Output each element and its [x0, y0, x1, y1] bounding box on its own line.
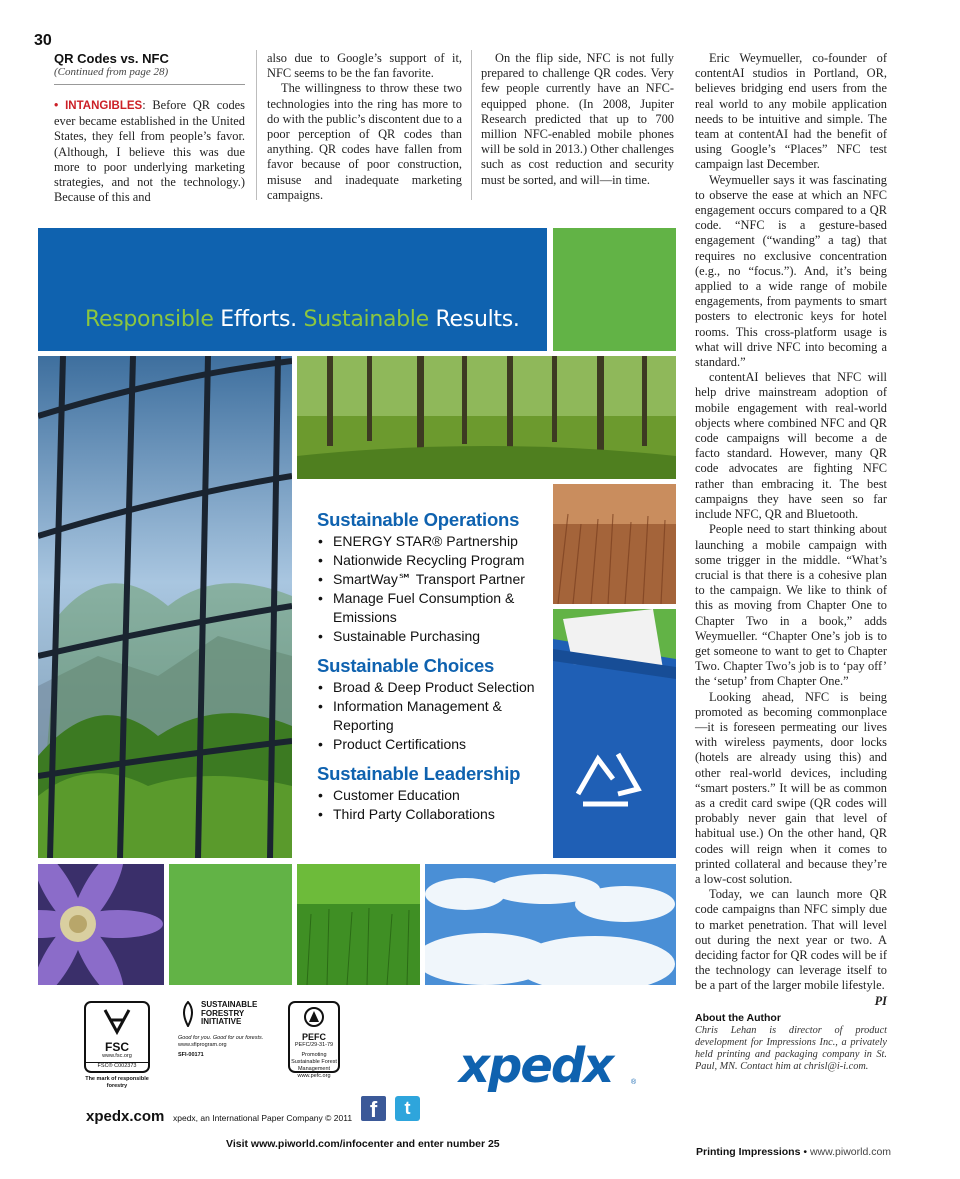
end-mark: PI	[874, 993, 887, 1008]
publication-name: Printing Impressions	[696, 1146, 801, 1158]
sustainability-list	[317, 509, 547, 833]
list-item: • SmartWay℠ Transport Partner	[317, 570, 547, 589]
footer-url[interactable]: www.piworld.com	[809, 1146, 892, 1158]
fsc-logo: FSC www.fsc.org FSC® C002373 The mark of responsible forestry	[82, 1001, 152, 1090]
list-item: • Nationwide Recycling Program	[317, 551, 547, 570]
ad-tagline: Responsible Efforts. Sustainable Results.	[85, 307, 520, 332]
pefc-logo: PEFC PEFC/29-31-79 Promoting Sustainable Forest Management www.pefc.org	[288, 1001, 342, 1073]
page-footer: Printing Impressions • www.piworld.com	[696, 1146, 892, 1158]
intangibles-text: : Before QR codes ever became established in the United States, they fell from people’s favor. (Although, I believe this was due more to poor underlying marketing strategies, and not the technology.) Because of this and	[54, 98, 246, 205]
xpedx-url[interactable]: xpedx.com	[86, 1108, 165, 1125]
ad-green-square	[553, 228, 676, 351]
sfi-leaf-icon	[178, 1001, 198, 1027]
ad-green-square-2	[169, 864, 292, 985]
ad-blue-banner	[38, 228, 547, 351]
forest-photo	[297, 356, 676, 479]
page-number: 30	[34, 32, 52, 49]
list-item: • Manage Fuel Consumption & Emissions	[317, 589, 547, 627]
grass-photo	[297, 864, 420, 985]
about-author-body: Chris Lehan is director of product development for Impressions Inc., a privately held printing and packaging company in St. Paul, MN. Contact him at chrisl@i-i.com.	[695, 1024, 887, 1073]
column-rule	[256, 50, 257, 200]
paragraph: Eric Weymueller, co-founder of contentAI studios in Portland, OR, believes bridging end users from the real world to any mobile application needs to be intuitive and simple. The team at contentAI had the benefit of using Google’s “Places” NFC test campaign last December.	[695, 51, 887, 172]
article-title: QR Codes vs. NFC	[54, 51, 169, 66]
twitter-icon[interactable]: t	[395, 1096, 420, 1121]
intangibles-label: INTANGIBLES	[65, 100, 143, 112]
column-rule	[471, 50, 472, 200]
paragraph: Looking ahead, NFC is being promoted as becoming commonplace—it is foreseen permeating our lives with wireless payments, door locks (hotels are already using this) and other real-world devices, including “smart posters.” It will be as common as a credit card swipe (QR codes will probably never gain that level of habitual use.) On the other hand, QR codes will reign when it comes to printed collateral and because they’re a low-cost solution.	[695, 689, 887, 886]
list-item: • Broad & Deep Product Selection	[317, 678, 547, 697]
list-item: • Product Certifications	[317, 735, 547, 754]
list-item: • Customer Education	[317, 786, 547, 805]
wheat-field-photo	[553, 484, 676, 604]
leadership-list	[317, 786, 547, 824]
about-author-heading: About the Author	[695, 1011, 781, 1024]
xpedx-logo: xpedx	[459, 1038, 613, 1094]
operations-list	[317, 532, 547, 646]
sfi-logo: SUSTAINABLE FORESTRY INITIATIVE Good for you. Good for our forests. www.sfiprogram.org SFI-00171	[178, 1000, 264, 1058]
xpedx-advertisement[interactable]	[38, 228, 676, 1125]
paragraph: Weymueller says it was fascinating to observe the ease at which an NFC engagement occurs compared to a QR code. “NFC is a gesture-based engagement (“wanding” a tag) that requires no exclusive concentration (e.g., no “focus.”). And, it’s being applied to a wide range of mobile engagements, from payments to smart posters to electronic keys for hotel rooms. This cross-platform usage is what will drive NFC into becoming a standard.”	[695, 172, 887, 370]
cloudy-sky-photo	[425, 864, 676, 985]
section-heading-operations: Sustainable Operations	[317, 509, 520, 530]
paragraph: On the flip side, NFC is not fully prepared to challenge QR codes. Very few people currently have an NFC-equipped phone. (In 2008, Jupiter Research predicted that up to 700 million NFC-enabled mobile phones will be sold in 2013.) Other challenges such as cost reduction and security must be sorted, and will—in time.	[481, 51, 674, 187]
pefc-tree-icon	[302, 1007, 326, 1027]
list-item: • Sustainable Purchasing	[317, 627, 547, 646]
paragraph: People need to start thinking about launching a mobile campaign with some trigger in the middle. “What’s crucial is that there is a cohesive plan to the campaign. We like to think of this as moving from Chapter One to Chapter Two in a book,” adds Weymueller. “Chapter One’s job is to get someone to want to get to Chapter Two. Chapter Two’s job is to ‘pay off’ the ‘setup’ from Chapter One.”	[695, 522, 887, 689]
section-heading-choices: Sustainable Choices	[317, 655, 495, 676]
ad-company-line: xpedx, an International Paper Company © 2011	[173, 1113, 353, 1123]
list-item: • ENERGY STAR® Partnership	[317, 532, 547, 551]
intangibles-paragraph	[54, 98, 245, 205]
glass-building-photo	[38, 356, 292, 858]
list-item: • Information Management & Reporting	[317, 697, 547, 735]
purple-flower-photo	[38, 864, 164, 985]
registered-mark: ®	[631, 1079, 637, 1086]
title-divider	[54, 84, 245, 85]
paragraph-final: Today, we can launch more QR code campaigns than NFC simply due to market penetration. That will level out during the next year or two. A deciding factor for QR codes will be if the technology can leverage itself to be a part of the larger mobile lifestyle. PI	[695, 887, 887, 1008]
fsc-tree-icon	[97, 1006, 137, 1036]
article-column-3	[481, 51, 674, 188]
section-heading-leadership: Sustainable Leadership	[317, 763, 521, 784]
article-column-2	[267, 51, 462, 203]
facebook-icon[interactable]: f	[361, 1096, 386, 1121]
paragraph: contentAI believes that NFC will help drive mainstream adoption of mobile engagement with real-world objects where combined NFC and QR code campaigns will become a de facto standard. However, many QR code advocates are fighting NFC rather than embracing it. The best campaigns they have seen so far include NFC, QR and Bluetooth.	[695, 370, 887, 522]
choices-list	[317, 678, 547, 754]
paragraph: also due to Google’s support of it, NFC seems to be the fan favorite.	[267, 51, 462, 81]
list-item: • Third Party Collaborations	[317, 805, 547, 824]
recycling-bin-photo	[553, 609, 676, 858]
article-column-1	[54, 51, 245, 205]
infocenter-line: Visit www.piworld.com/infocenter and enter number 25	[226, 1138, 500, 1150]
red-bullet-icon: •	[54, 98, 66, 112]
article-column-4	[695, 51, 887, 1074]
paragraph: The willingness to throw these two technologies into the ring has more to do with the public’s discontent due to a poor perception of QR codes than anything. QR codes have fallen from favor because of poor construction, misuse and inadequate marketing campaigns.	[267, 81, 462, 202]
continued-note: (Continued from page 28)	[54, 66, 169, 78]
column-rule-hidden	[684, 50, 685, 1179]
